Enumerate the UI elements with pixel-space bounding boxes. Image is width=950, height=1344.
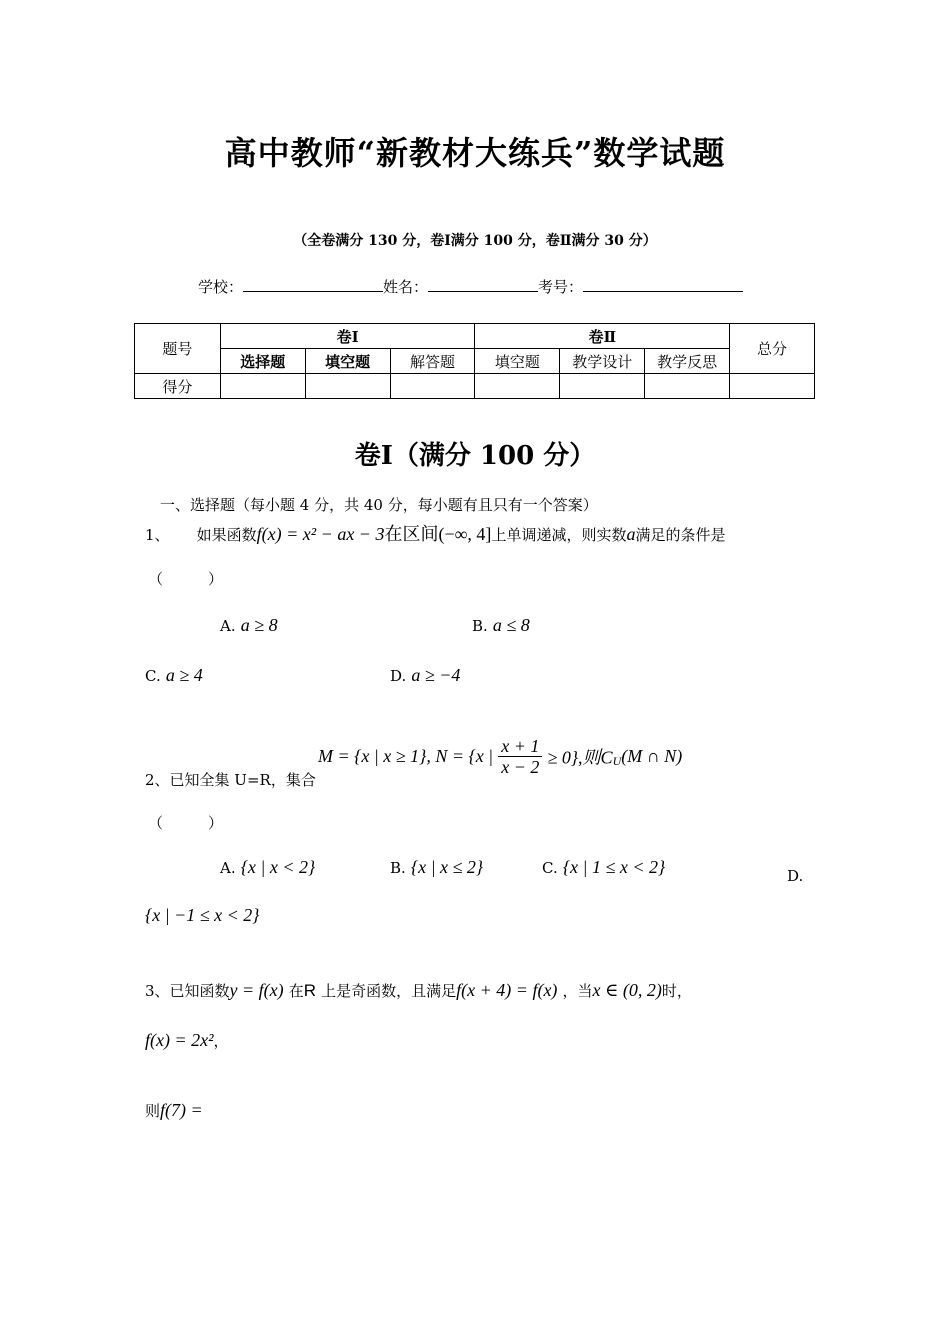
q1-option-a[interactable] [220,615,278,636]
q3-text: 则 [145,1102,161,1120]
vol1-header: 卷Ⅰ [220,324,475,349]
option-label: B. [472,617,488,635]
q3-line-2 [145,1030,229,1051]
col-header: 填空题 [475,349,560,374]
score-cell[interactable] [390,374,475,399]
question-1 [145,520,725,546]
school-blank[interactable] [243,277,383,292]
q3-formula: x ∈ (0, 2) [592,980,662,1000]
option-label: C. [542,859,558,877]
score-cell[interactable] [560,374,645,399]
col-header: 教学设计 [560,349,645,374]
row-header-cell: 题号 [135,324,221,374]
q2-formula [318,736,682,777]
col-header: 教学反思 [645,349,730,374]
candidate-fields [198,276,743,297]
option-value: a ≤ 8 [492,615,530,635]
q2-formula-c: (M ∩ N) [621,746,683,766]
q1-text: 满足的条件是 [635,526,726,544]
score-cell[interactable] [645,374,730,399]
option-value: {x | x ≤ 2} [410,857,484,877]
q2-paren: （ ） [148,814,224,832]
q2-formula-b: ≥ 0},则C [547,747,613,768]
q1-text: 如果函数 [196,526,257,544]
q3-text: 3、已知函数 [145,982,230,1000]
q3-line-3 [145,1100,203,1121]
part-heading: 一、选择题（每小题 4 分，共 40 分，每小题有且只有一个答案） [160,496,598,514]
score-table [134,323,815,399]
q1-option-d[interactable] [390,665,460,686]
option-value: {x | x < 2} [240,857,316,877]
q2-text: 2、已知全集 U=R，集合 [145,771,316,789]
q3-formula: y = f(x) [229,980,284,1000]
option-label: C. [145,667,161,685]
name-label: 姓名： [383,278,429,296]
q3-text: 时， [661,982,692,1000]
score-label: 得分 [135,374,221,399]
q2-fraction [498,736,542,777]
exam-title: 高中教师“新教材大练兵”数学试题 [224,134,726,172]
q2-option-c[interactable] [542,857,665,878]
option-label: D. [390,667,407,685]
vol2-header: 卷Ⅱ [475,324,730,349]
name-blank[interactable] [428,277,538,292]
q1-formula: f(x) = x² − ax − 3 [256,524,385,544]
exam-subtitle: （全卷满分 130 分，卷Ⅰ满分 100 分，卷Ⅱ满分 30 分） [293,233,657,249]
q1-text: 上单调递减，则实数 [491,526,627,544]
option-value: a ≥ 4 [165,665,203,685]
score-cell[interactable] [305,374,390,399]
q3-real-set: R [303,981,317,1000]
option-label: A. [220,859,236,877]
option-label: A. [220,617,236,635]
q3-formula: f(x + 4) = f(x) [456,980,558,1000]
col-header: 填空题 [305,349,390,374]
q2-option-a[interactable] [220,857,315,878]
q1-option-b[interactable] [472,615,530,636]
score-cell[interactable] [475,374,560,399]
number-label: 考号： [538,278,584,296]
q3-text: 上是奇函数，且满足 [321,982,457,1000]
q3-formula: f(x) = 2x² [145,1030,214,1050]
q1-interval: (−∞, 4] [438,524,492,544]
score-cell[interactable] [220,374,305,399]
q3-text: 在 [288,982,304,1000]
question-3 [145,980,692,1001]
q3-formula: f(7) = [160,1100,203,1120]
fraction-numerator: x + 1 [498,736,542,757]
q1-paren: （ ） [148,570,224,588]
q1-number: 1、 [145,526,170,544]
q2-option-b[interactable] [390,857,483,878]
q2-option-d-value[interactable]: {x | −1 ≤ x < 2} [145,905,260,925]
q2-formula-a: M = {x | x ≥ 1}, N = {x | [318,746,494,766]
q2-option-d-label[interactable]: D. [787,867,804,885]
q1-text: 在区间 [384,524,439,545]
number-blank[interactable] [583,277,743,292]
col-header: 选择题 [220,349,305,374]
total-header: 总分 [730,324,815,374]
q2-formula-sub: U [612,754,622,769]
q3-text: ，当 [562,982,593,1000]
fraction-denominator: x − 2 [501,757,540,777]
q3-text: ， [213,1032,229,1050]
option-label: B. [390,859,406,877]
option-value: a ≥ 8 [240,615,278,635]
col-header: 解答题 [390,349,475,374]
score-cell[interactable] [730,374,815,399]
section-heading: 卷Ⅰ（满分 100 分） [354,441,596,471]
q1-option-c[interactable] [145,665,203,686]
option-value: a ≥ −4 [411,665,461,685]
q1-var: a [626,524,636,544]
option-value: {x | 1 ≤ x < 2} [562,857,666,877]
school-label: 学校： [198,278,244,296]
